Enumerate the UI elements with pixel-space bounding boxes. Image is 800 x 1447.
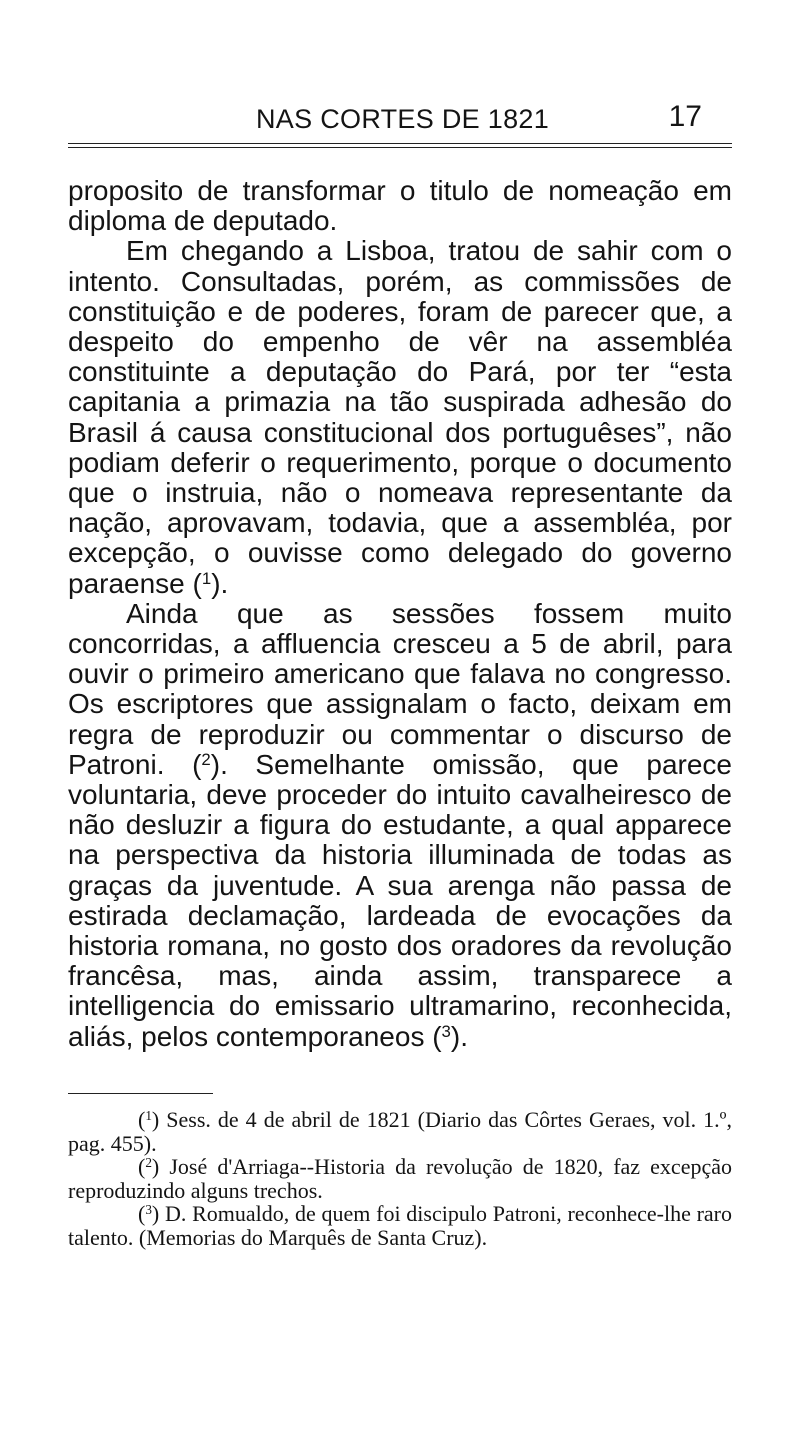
footnote: [68, 1108, 732, 1155]
footnote-ref: 2: [201, 749, 211, 769]
footnote-text: ) José d'Arriaga--Historia da revolução de 1820, faz excepção reproduzindo alguns trechos.: [68, 1154, 732, 1203]
page-number: 17: [668, 100, 702, 133]
paragraph: [68, 176, 732, 236]
footnote-number: 3: [145, 1201, 152, 1217]
text-run: proposito de transformar o titulo de nomeação em diploma de deputado.: [68, 175, 732, 237]
footnote: [68, 1202, 732, 1249]
footnote-number: 1: [145, 1107, 152, 1123]
header-double-rule: [68, 143, 732, 148]
text-run: Ainda que as sessões fossem muito concorridas, a affluencia cresceu a 5 de abril, para ouvir o primeiro americano que falava no congresso. Os escriptores que assignalam o facto, deixam em regra de reproduzir ou commentar o discurso de Patroni. (: [68, 597, 732, 780]
footnote-number: 2: [145, 1154, 152, 1170]
footnote-rule: [68, 1093, 213, 1094]
text-run: ). Semelhante omissão, que parece voluntaria, deve proceder do intuito cavalheiresco de não desluzir a figura do estudante, a qual apparece na perspectiva da historia illuminada de todas as graças da juventude. A sua arenga não passa de estirada declamação, lardeada de evocações da historia romana, no gosto dos oradores da revolução francêsa, mas, ainda assim, transparece a intelligencia do emissario ultramarino, reconhecida, aliás, pelos contemporaneos (: [68, 748, 732, 1052]
text-run: ).: [450, 1020, 468, 1052]
footnotes: [68, 1108, 732, 1249]
running-head-title: NAS CORTES DE 1821: [256, 104, 550, 134]
footnote-text: (: [138, 1154, 146, 1179]
footnote-text: (: [138, 1107, 146, 1132]
footnote: [68, 1155, 732, 1202]
text-run: ).: [211, 567, 229, 599]
body-text: [68, 176, 732, 1052]
footnote-ref: 3: [441, 1021, 451, 1041]
paragraph: [68, 599, 732, 1052]
book-page: [68, 0, 732, 1447]
footnote-text: ) Sess. de 4 de abril de 1821 (Diario das Côrtes Geraes, vol. 1.º, pag. 455).: [68, 1107, 732, 1156]
footnote-ref: 1: [201, 568, 212, 588]
running-head: [68, 98, 732, 138]
footnote-text: ) D. Romualdo, de quem foi discipulo Patroni, reconhece-lhe raro talento. (Memorias do Marquês de Santa Cruz).: [68, 1201, 732, 1250]
footnote-text: (: [138, 1201, 146, 1226]
paragraph: [68, 236, 732, 598]
text-run: Em chegando a Lisboa, tratou de sahir com o intento. Consultadas, porém, as commissões de constituição e de poderes, foram de parecer que, a despeito do empenho de vêr na assembléa constituinte a deputação do Pará, por ter “esta capitania a primazia na tão suspirada adhesão do Brasil á causa constitucional dos portuguêses”, não podiam deferir o requerimento, porque o documento que o instruia, não o nomeava representante da nação, aprovavam, todavia, que a assembléa, por excepção, o ouvisse como delegado do governo paraense (: [68, 235, 732, 599]
